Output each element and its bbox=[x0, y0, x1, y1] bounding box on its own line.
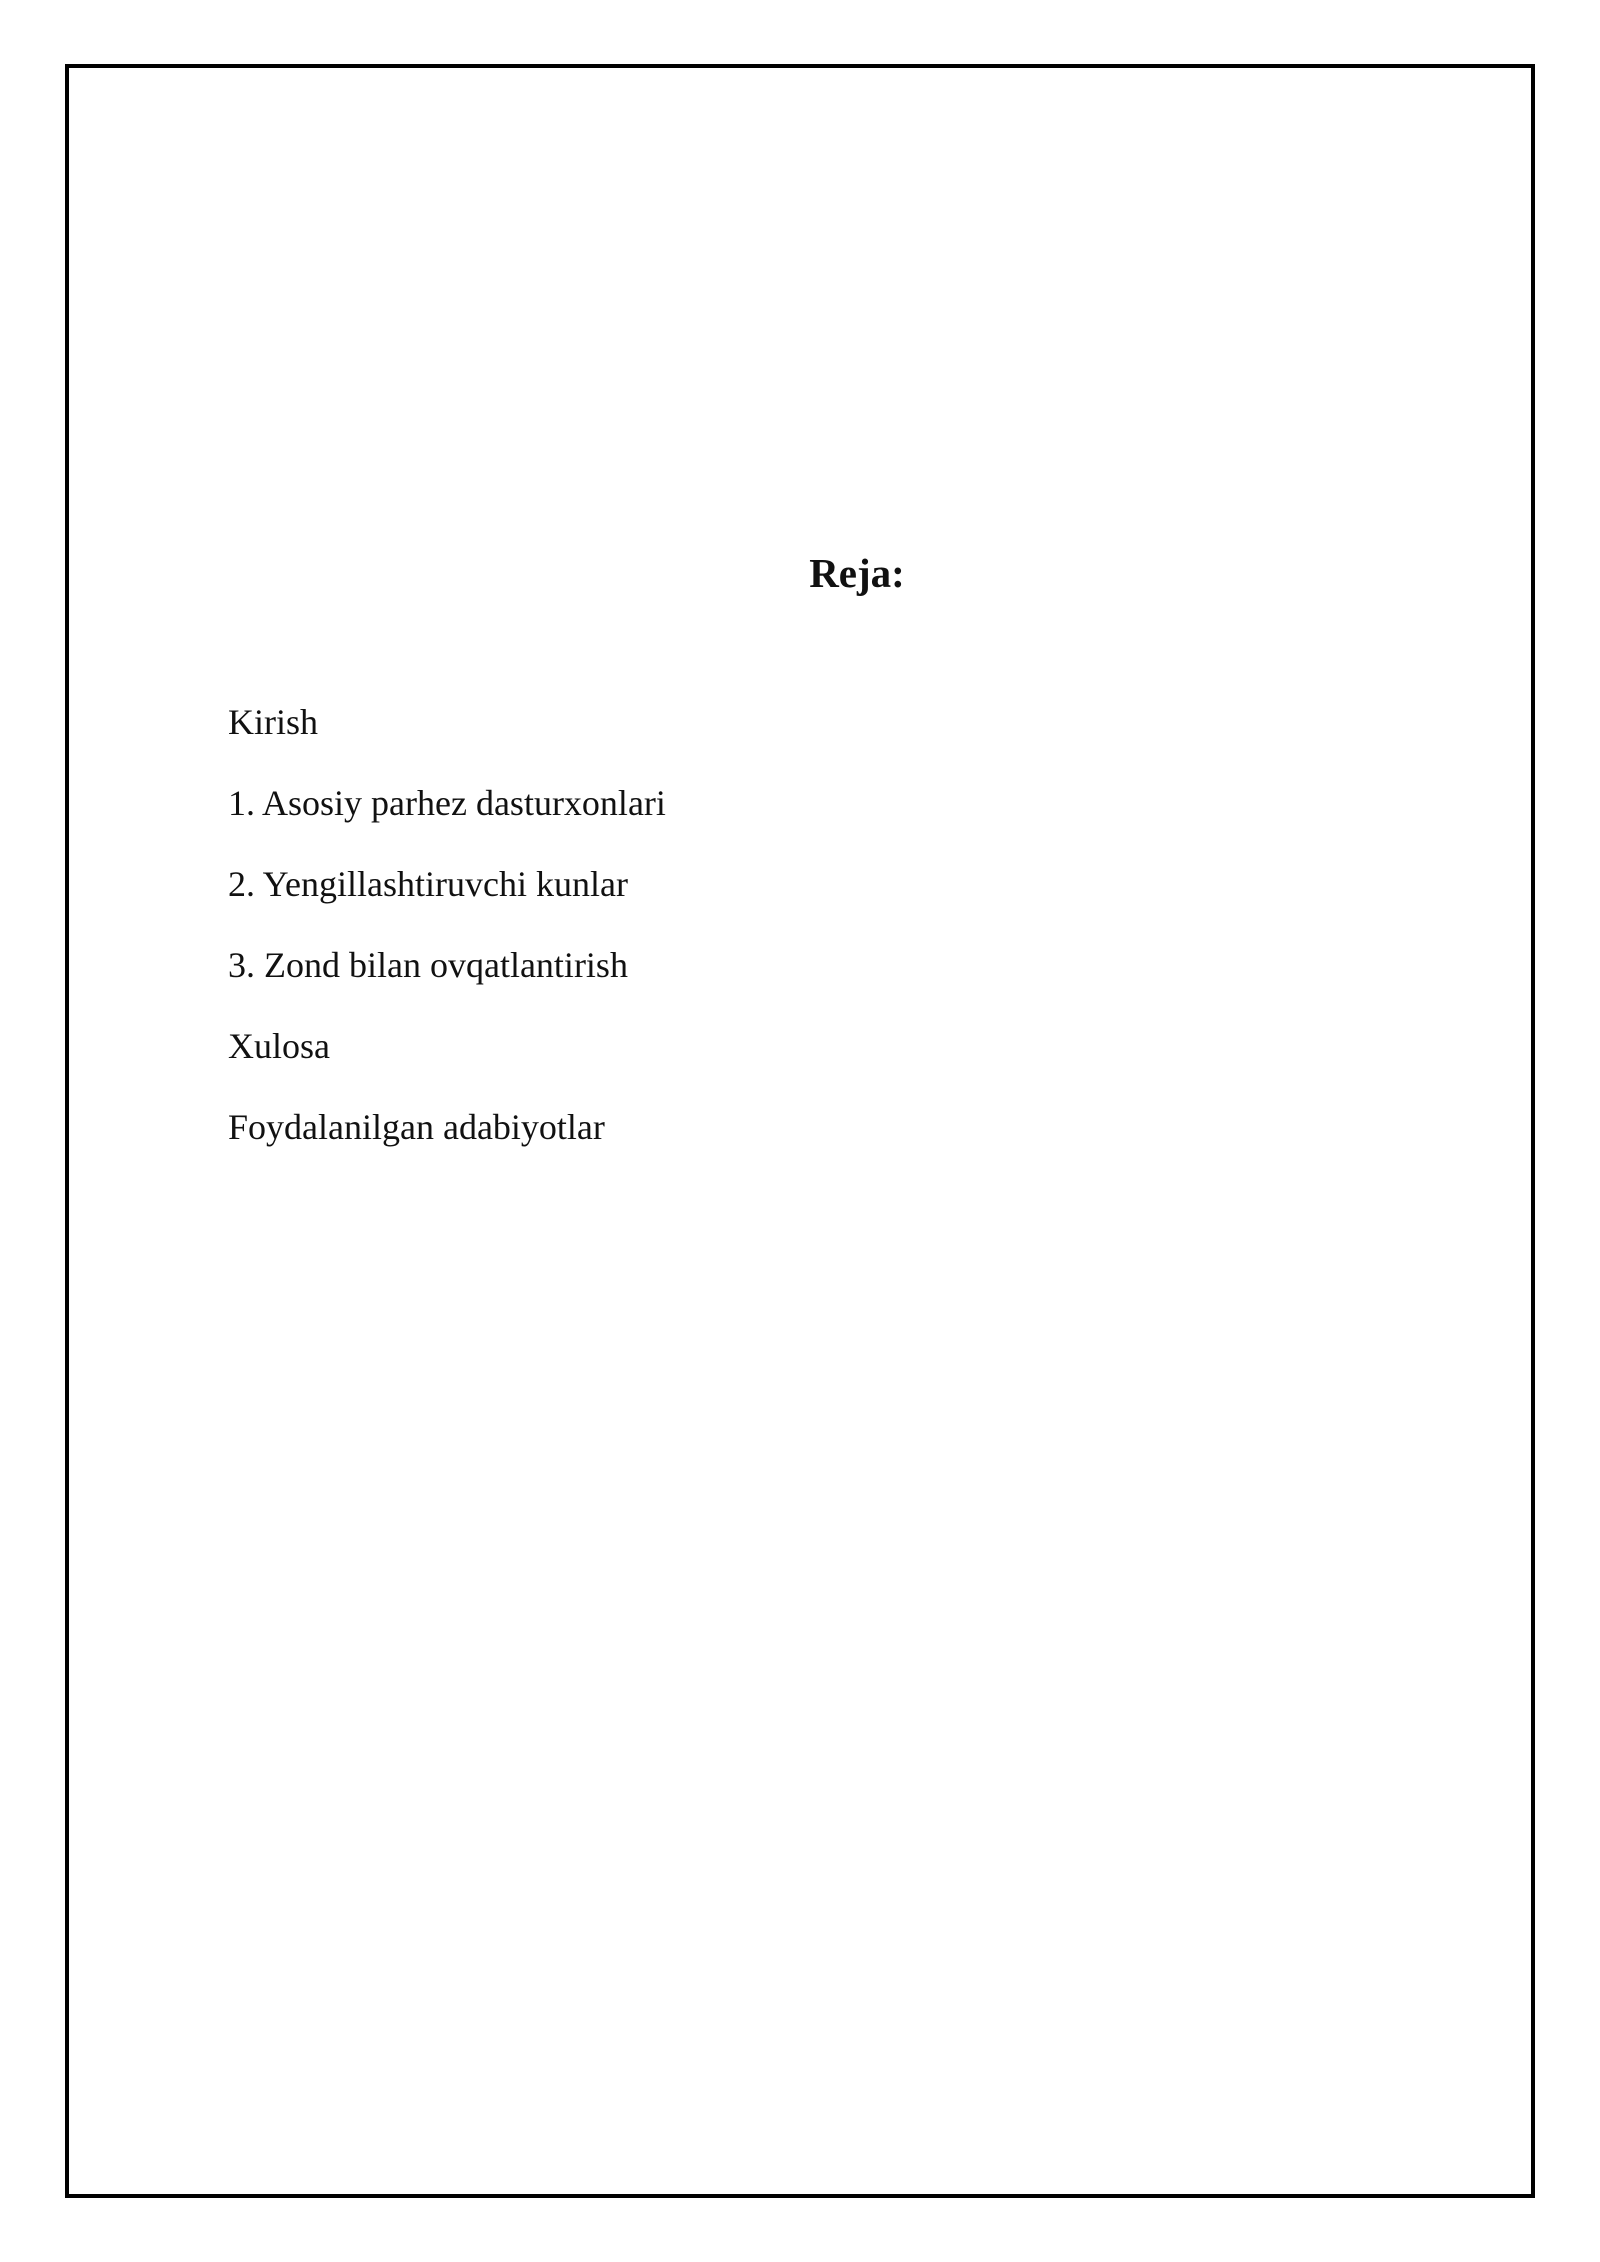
plan-item-1: 1. Asosiy parhez dasturxonlari bbox=[228, 783, 666, 823]
plan-item-references: Foydalanilgan adabiyotlar bbox=[228, 1107, 605, 1147]
plan-item-3: 3. Zond bilan ovqatlantirish bbox=[228, 945, 628, 985]
page-title: Reja: bbox=[809, 550, 905, 596]
plan-list bbox=[228, 700, 666, 1186]
plan-item-introduction: Kirish bbox=[228, 702, 318, 742]
plan-item-2: 2. Yengillashtiruvchi kunlar bbox=[228, 864, 628, 904]
plan-item-conclusion: Xulosa bbox=[228, 1026, 330, 1066]
